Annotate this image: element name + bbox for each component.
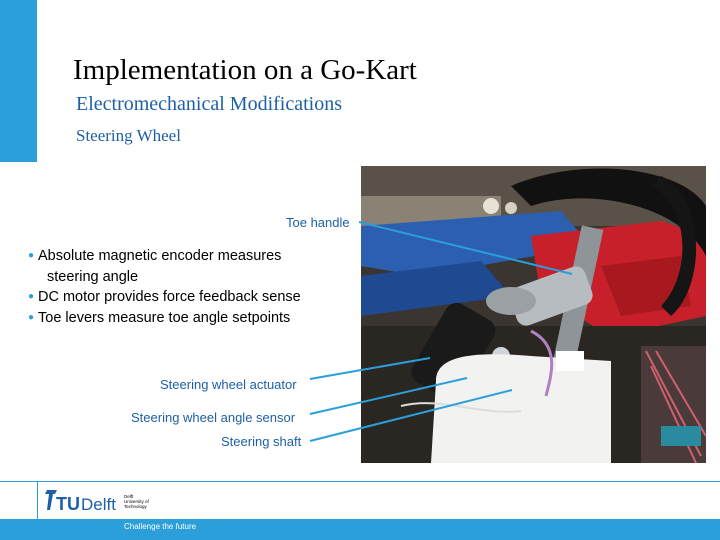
bullet-item: ● Toe levers measure toe angle setpoints: [28, 308, 301, 329]
accent-bar: [0, 0, 37, 162]
university-name: Delft University of Technology: [124, 494, 149, 509]
tudelft-logo: [44, 488, 120, 521]
bullet-list: [28, 246, 301, 328]
bullet-item: ● DC motor provides force feedback sense: [28, 287, 301, 308]
footer-left-rule: [37, 481, 38, 519]
slide-subtitle: Electromechanical Modifications: [76, 93, 343, 115]
steering-wheel-photo: [361, 166, 706, 463]
bullet-item: ● Absolute magnetic encoder measures: [28, 246, 301, 267]
logo-tu-text: TU: [56, 494, 80, 514]
callout-steering-actuator: Steering wheel actuator: [160, 377, 297, 392]
slide-section-title: Steering Wheel: [76, 126, 181, 145]
footer-tagline: Challenge the future: [124, 522, 197, 531]
slide-title: Implementation on a Go-Kart: [73, 54, 417, 86]
footer-rule: [0, 481, 720, 482]
bullet-dot: ●: [28, 250, 35, 261]
callout-angle-sensor: Steering wheel angle sensor: [131, 410, 296, 425]
bullet-item-continuation: steering angle: [47, 268, 139, 285]
bullet-dot: ●: [28, 291, 35, 302]
callout-steering-shaft: Steering shaft: [221, 434, 302, 449]
logo-delft-text: Delft: [81, 495, 116, 514]
bullet-dot: ●: [28, 311, 35, 323]
footer-bar: [0, 519, 720, 540]
callout-toe-handle: Toe handle: [286, 215, 350, 230]
